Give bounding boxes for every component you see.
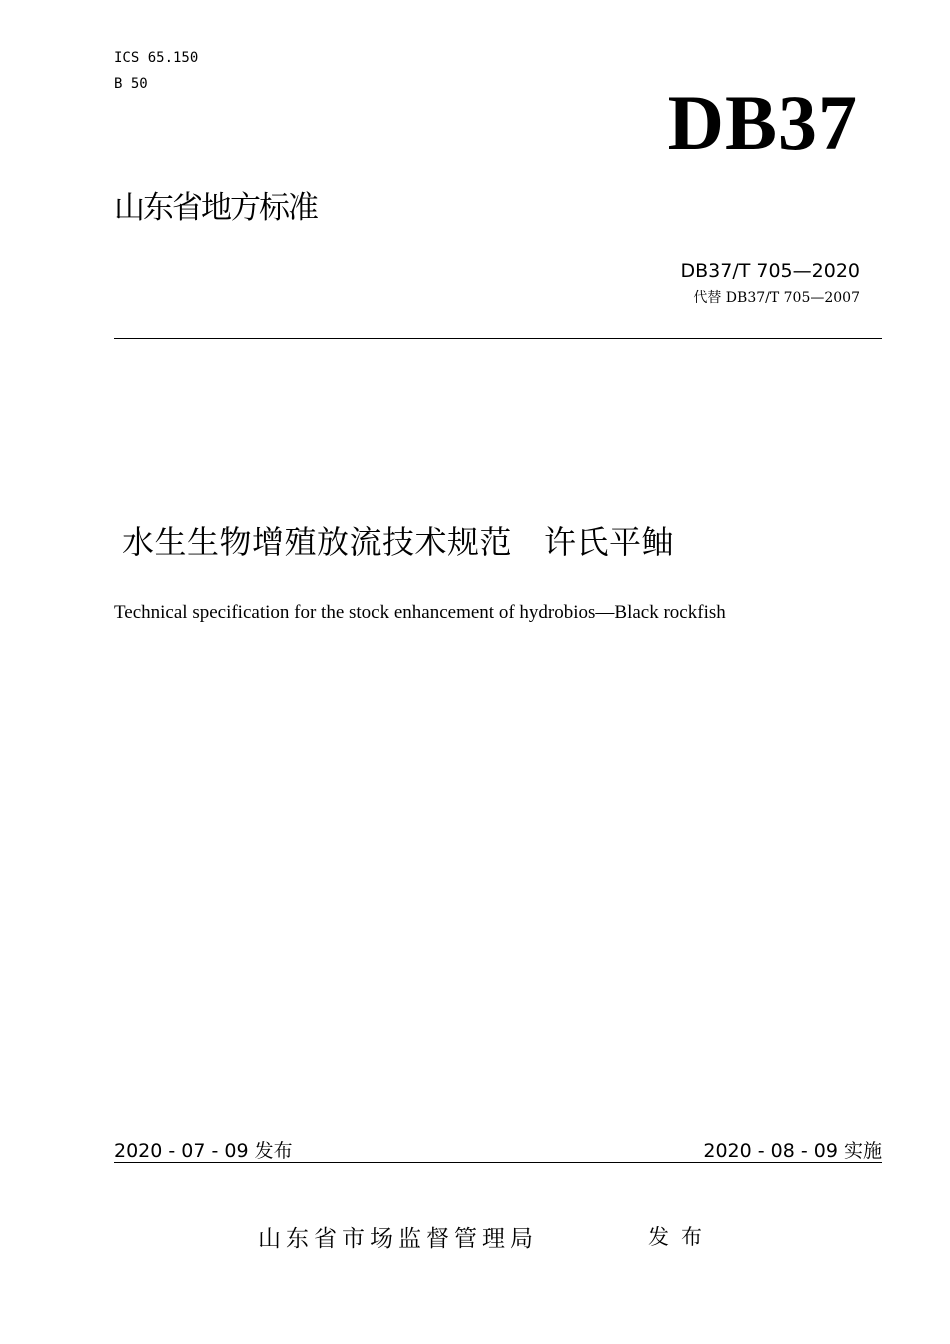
bottom-divider bbox=[114, 1162, 882, 1163]
title-chinese: 水生生物增殖放流技术规范 许氏平鲉 bbox=[122, 523, 675, 561]
ics-code: ICS 65.150 bbox=[114, 50, 199, 66]
standard-number: DB37/T 705—2020 bbox=[680, 260, 860, 282]
implement-date: 2020 - 08 - 09 实施 bbox=[703, 1140, 882, 1162]
issuer-name: 山东省市场监督管理局 bbox=[258, 1226, 538, 1252]
issue-label: 发布 bbox=[648, 1225, 714, 1249]
replaces-standard: 代替 DB37/T 705—2007 bbox=[693, 290, 860, 306]
top-divider bbox=[114, 338, 882, 339]
title-english: Technical specification for the stock enhancement of hydrobios—Black rockfish bbox=[114, 602, 726, 623]
standard-type: 山东省地方标准 bbox=[114, 190, 317, 226]
standard-logo: DB37 bbox=[667, 79, 858, 166]
ccs-code: B 50 bbox=[114, 76, 148, 92]
publish-date: 2020 - 07 - 09 发布 bbox=[114, 1140, 293, 1162]
